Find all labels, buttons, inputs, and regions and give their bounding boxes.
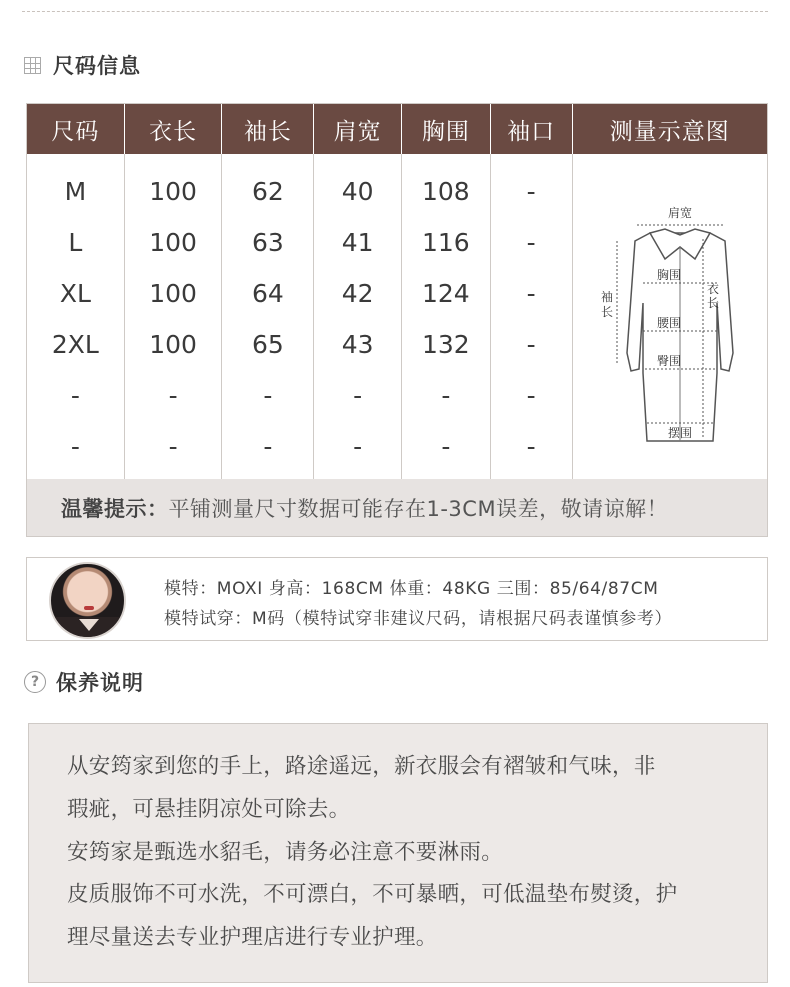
table-cell: 100 <box>149 279 197 308</box>
tip-label: 温馨提示： <box>61 496 169 521</box>
table-cell: 42 <box>341 279 374 308</box>
table-cell: - <box>526 228 536 257</box>
model-info-box <box>26 557 768 641</box>
table-cell: - <box>526 279 536 308</box>
table-cell: - <box>526 381 536 410</box>
avatar-lips <box>84 606 94 610</box>
model-avatar <box>49 562 126 639</box>
table-cell: 41 <box>341 228 374 257</box>
label-waist: 腰围 <box>656 315 681 330</box>
table-cell: 116 <box>422 228 470 257</box>
grid-icon <box>24 57 41 74</box>
table-cell: - <box>263 432 273 461</box>
table-cell: 2XL <box>51 330 99 359</box>
model-stats: 模特：MOXI 身高：168CM 体重：48KG 三围：85/64/87CM <box>164 579 659 599</box>
table-cell: M <box>64 177 87 206</box>
table-cell: 43 <box>341 330 374 359</box>
table-cell: - <box>353 381 363 410</box>
table-cell: - <box>70 381 80 410</box>
table-cell: - <box>526 432 536 461</box>
label-length-2: 长 <box>706 295 719 310</box>
top-divider <box>22 11 768 12</box>
table-cell: - <box>263 381 273 410</box>
measurement-diagram-cell <box>573 154 767 479</box>
header-length: 衣长 <box>125 104 223 154</box>
table-cell: - <box>168 381 178 410</box>
care-line: 安筠家是甄选水貂毛，请务必注意不要淋雨。 <box>67 839 504 865</box>
table-body <box>27 154 767 479</box>
question-circle-icon: ? <box>24 671 46 693</box>
table-header-row <box>27 104 767 154</box>
label-shoulder: 肩宽 <box>667 205 692 220</box>
column-cuff <box>491 154 573 479</box>
table-cell: 65 <box>251 330 284 359</box>
care-line: 瑕疵，可悬挂阴凉处可除去。 <box>67 796 351 822</box>
table-cell: - <box>168 432 178 461</box>
header-diagram: 测量示意图 <box>609 118 730 145</box>
table-cell: 100 <box>149 330 197 359</box>
column-sleeve <box>222 154 314 479</box>
care-instructions-box <box>28 723 768 983</box>
label-hem: 摆围 <box>667 425 692 440</box>
table-cell: L <box>68 228 83 257</box>
table-cell: XL <box>59 279 91 308</box>
table-cell: - <box>526 177 536 206</box>
table-cell: - <box>70 432 80 461</box>
care-section-title: 保养说明 <box>56 671 144 695</box>
table-cell: 132 <box>422 330 470 359</box>
table-cell: 62 <box>251 177 284 206</box>
care-line: 从安筠家到您的手上，路途遥远，新衣服会有褶皱和气味，非 <box>67 754 656 779</box>
header-sleeve: 袖长 <box>222 104 314 154</box>
table-cell: 124 <box>422 279 470 308</box>
size-section-header <box>24 50 141 80</box>
care-line: 理尽量送去专业护理店进行专业护理。 <box>67 925 438 951</box>
model-fit-note: 模特试穿：M码（模特试穿非建议尺码，请根据尺码表谨慎参考） <box>164 609 673 629</box>
coat-measurement-diagram <box>595 203 745 443</box>
table-cell: - <box>441 432 451 461</box>
label-hip: 臀围 <box>656 353 681 368</box>
label-length-1: 衣 <box>706 281 719 296</box>
table-cell: - <box>353 432 363 461</box>
column-size <box>27 154 125 479</box>
label-sleeve-2: 长 <box>600 304 613 319</box>
label-chest: 胸围 <box>656 267 681 282</box>
label-sleeve-1: 袖 <box>600 289 613 304</box>
care-line: 皮质服饰不可水洗，不可漂白，不可暴晒，可低温垫布熨烫，护 <box>67 882 678 908</box>
table-cell: 100 <box>149 177 197 206</box>
tip-banner <box>26 479 768 537</box>
column-length <box>125 154 223 479</box>
header-shoulder: 肩宽 <box>314 104 402 154</box>
tip-text: 平铺测量尺寸数据可能存在1-3CM误差，敬请谅解！ <box>168 496 669 521</box>
care-section-header <box>24 667 144 697</box>
table-cell: 100 <box>149 228 197 257</box>
size-section-title: 尺码信息 <box>53 54 141 78</box>
header-size: 尺码 <box>27 104 125 154</box>
table-cell: 64 <box>251 279 284 308</box>
table-cell: - <box>526 330 536 359</box>
table-cell: - <box>441 381 451 410</box>
column-shoulder <box>314 154 402 479</box>
header-cuff: 袖口 <box>491 104 573 154</box>
header-chest: 胸围 <box>402 104 491 154</box>
size-table <box>26 103 768 480</box>
column-chest <box>402 154 491 479</box>
table-cell: 40 <box>341 177 374 206</box>
table-cell: 108 <box>422 177 470 206</box>
table-cell: 63 <box>251 228 284 257</box>
